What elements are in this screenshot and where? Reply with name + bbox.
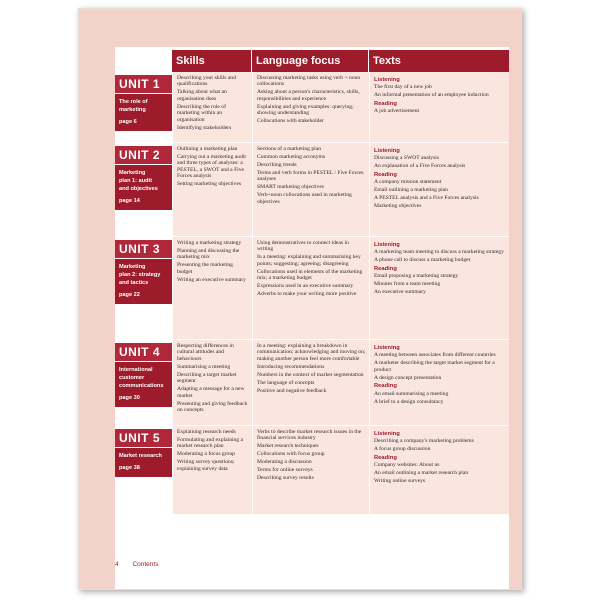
language-focus-cell: [252, 143, 369, 236]
unit-subtitle-line: customer: [119, 375, 145, 381]
unit-column: [115, 237, 172, 339]
language-item: Common marketing acronyms: [257, 154, 326, 160]
skill-item: Presenting and giving feedback on concepts: [177, 400, 248, 414]
unit-subtitle-line: communications: [119, 383, 164, 389]
unit-subtitle-line: Marketing: [119, 264, 146, 270]
skill-item: Presenting the marketing budget: [177, 262, 233, 275]
language-item: Describing trends: [257, 162, 297, 168]
language-item: Sections of a marketing plan: [257, 146, 322, 152]
language-item: Asking about a person's characteristics, skills, responsibilities and experience: [257, 89, 360, 102]
reading-item: A PESTEL analysis and a Five Forces analysis: [374, 195, 479, 202]
skill-item: Describing the role of marketing within an organisation: [177, 103, 226, 123]
unit-subtitle-line: marketing: [119, 107, 146, 113]
unit-row: [115, 237, 509, 340]
unit-column: [115, 426, 172, 514]
footer-label: Contents: [132, 561, 159, 568]
language-focus-cell: [252, 237, 369, 339]
skill-item: Moderating a focus group: [177, 451, 235, 458]
reading-heading: Reading: [374, 265, 397, 272]
listening-item: An informal presentation of an employee induction: [374, 92, 489, 99]
reading-item: A job advertisement: [374, 108, 420, 115]
language-item: Describing survey results: [257, 475, 314, 482]
listening-item: A marketer describing the target market segment for a product: [374, 360, 495, 373]
language-item: Introducing recommendations: [257, 363, 325, 370]
skill-item: Outlining a marketing plan: [177, 146, 238, 152]
language-item: Expressions used in an executive summary: [257, 283, 354, 290]
unit-subtitle: [115, 362, 172, 407]
reading-item: Email proposing a marketing strategy: [374, 273, 459, 280]
language-item: Collocations used in elements of the marketing mix; a marketing budget: [257, 268, 363, 282]
language-item: Using demonstratives to connect ideas in writing: [257, 240, 349, 253]
skill-item: Carrying out a marketing audit and three types of analyses: a PESTEL, a SWOT and a Five Forces analysis: [177, 154, 246, 180]
language-item: Explaining and giving examples: querying; showing understanding: [257, 103, 354, 117]
skill-item: Writing an executive summary: [177, 276, 246, 283]
texts-cell: [369, 340, 509, 425]
page-number: 4: [115, 561, 119, 568]
skill-item: Formulating and explaining a market research plan: [177, 437, 244, 450]
reading-item: Marketing objectives: [374, 203, 422, 210]
unit-subtitle: [115, 94, 172, 131]
listening-item: A marketing team meeting to discuss a marketing strategy: [374, 249, 504, 256]
unit-subtitle-line: Market research: [119, 453, 162, 459]
skills-cell: [172, 237, 252, 339]
skill-item: Writing survey questions; explaining survey data: [177, 459, 235, 472]
language-focus-cell: [252, 426, 369, 514]
skill-item: Identifying stakeholders: [177, 124, 232, 131]
unit-label-box: [115, 75, 172, 131]
unit-label-box: [115, 240, 172, 304]
listening-heading: Listening: [374, 431, 400, 437]
unit-column: [115, 143, 172, 236]
unit-row: [115, 72, 509, 143]
unit-subtitle: [115, 259, 172, 304]
reading-item: Writing online surveys: [374, 478, 426, 485]
header-skills: Skills: [172, 50, 252, 72]
unit-page-ref: page 38: [119, 465, 140, 471]
skill-item: Setting marketing objectives: [177, 181, 242, 188]
texts-cell: [369, 237, 509, 339]
table-header: [172, 50, 509, 72]
contents-page: [78, 8, 522, 590]
reading-item: Company websites: About us: [374, 462, 440, 469]
skills-cell: [172, 72, 252, 142]
texts-cell: [369, 72, 509, 142]
listening-item: A focus group discussion: [374, 446, 431, 453]
unit-subtitle: [115, 448, 172, 477]
texts-cell: [369, 143, 509, 236]
top-decorative-bar: [79, 9, 521, 47]
reading-item: An executive summary: [374, 289, 426, 296]
listening-item: Discussing a SWOT analysis: [374, 155, 439, 162]
skill-item: Adapting a message for a new market: [177, 386, 245, 399]
language-item: Moderating a discussion: [257, 459, 312, 466]
reading-item: Minutes from a team meeting: [374, 281, 441, 288]
language-item: Collocations with focus group: [257, 451, 325, 458]
unit-subtitle-line: The role of: [119, 99, 148, 105]
unit-row: [115, 143, 509, 237]
unit-title: UNIT 2: [115, 146, 172, 165]
reading-item: An email summarising a meeting: [374, 390, 449, 397]
listening-heading: Listening: [374, 77, 400, 83]
reading-heading: Reading: [374, 383, 397, 390]
unit-page-ref: page 22: [119, 292, 140, 298]
page-footer: [115, 561, 158, 568]
reading-heading: Reading: [374, 454, 397, 461]
language-item: Terms for online surveys: [257, 467, 313, 474]
left-decorative-band: [79, 9, 115, 589]
unit-subtitle-line: International: [119, 367, 153, 373]
unit-row: [115, 340, 509, 426]
skill-item: Describing your skills and qualifications: [177, 75, 236, 88]
listening-item: A phone call to discuss a marketing budget: [374, 257, 471, 264]
reading-item: Email outlining a marketing plan: [374, 187, 448, 194]
reading-item: An email outlining a market research plan: [374, 470, 469, 477]
skill-item: Talking about what an organisation does: [177, 89, 227, 102]
header-texts: Texts: [373, 55, 401, 67]
skill-item: Respecting differences in cultural attitudes and behaviours: [177, 343, 234, 362]
right-decorative-bar: [509, 9, 521, 589]
unit-title: UNIT 3: [115, 240, 172, 259]
listening-item: Describing a company's marketing problems: [374, 438, 474, 445]
listening-heading: Listening: [374, 242, 400, 248]
skill-item: Writing a marketing strategy: [177, 240, 242, 246]
listening-heading: Listening: [374, 148, 400, 154]
skill-item: Describing a target market segment: [177, 371, 237, 385]
unit-label-box: [115, 343, 172, 407]
language-item: Adverbs to make your writing more positive: [257, 291, 357, 298]
language-item: The language of concepts: [257, 379, 315, 386]
language-focus-cell: [252, 340, 369, 425]
skills-cell: [172, 340, 252, 425]
language-item: Terms and verb forms in PESTEL / Five Forces analyses: [257, 170, 364, 183]
unit-page-ref: page 14: [119, 198, 140, 204]
skills-cell: [172, 426, 252, 514]
language-item: Verb+noun collocations used in marketing objectives: [257, 192, 352, 205]
language-item: Verbs to describe market research issues in the financial services industry: [257, 429, 362, 442]
unit-page-ref: page 30: [119, 395, 140, 401]
reading-heading: Reading: [374, 100, 397, 107]
reading-item: A company mission statement: [374, 179, 442, 186]
reading-heading: Reading: [374, 171, 397, 178]
language-item: Discussing marketing tasks using verb + noun collocations: [257, 75, 361, 88]
unit-title: UNIT 5: [115, 429, 172, 448]
skills-cell: [172, 143, 252, 236]
unit-subtitle-line: Marketing: [119, 170, 146, 176]
listening-heading: Listening: [374, 345, 400, 351]
unit-title: UNIT 1: [115, 75, 172, 94]
skill-item: Summarising a meeting: [177, 363, 231, 370]
unit-label-box: [115, 146, 172, 210]
listening-item: A meeting between associates from different countries: [374, 352, 496, 359]
language-item: Numbers in the context of market segmentation: [257, 371, 364, 378]
unit-subtitle-line: plan 2: strategy: [119, 272, 161, 278]
unit-column: [115, 340, 172, 425]
texts-cell: [369, 426, 509, 514]
unit-subtitle-line: plan 1: audit: [119, 178, 152, 184]
skill-item: Explaining research needs: [177, 429, 236, 435]
unit-subtitle-line: and tactics: [119, 280, 149, 286]
language-focus-cell: [252, 72, 369, 142]
language-item: Market research techniques: [257, 443, 319, 450]
unit-label-box: [115, 429, 172, 477]
unit-subtitle: [115, 165, 172, 210]
listening-item: An explanation of a Five Forces analysis: [374, 163, 466, 170]
unit-title: UNIT 4: [115, 343, 172, 362]
unit-page-ref: page 6: [119, 119, 137, 125]
unit-row: [115, 426, 509, 515]
language-item: In a meeting: explaining a breakdown in communication; acknowledging and moving on; making another person feel more comfortable: [257, 343, 366, 362]
listening-item: A design concept presentation: [374, 374, 442, 381]
header-language-focus: Language focus: [252, 50, 369, 72]
language-item: Positive and negative feedback: [257, 387, 327, 394]
skill-item: Planning and discussing the marketing mix: [177, 248, 240, 261]
language-item: SMART marketing objectives: [257, 184, 324, 191]
unit-column: [115, 72, 172, 142]
language-item: In a meeting: explaining and summarising key points; suggesting; agreeing; disagreeing: [257, 254, 361, 267]
language-item: Collocations with stakeholder: [257, 118, 324, 125]
unit-subtitle-line: and objectives: [119, 186, 158, 192]
reading-item: A brief to a design consultancy: [374, 398, 444, 405]
listening-item: The first day of a new job: [374, 84, 432, 91]
